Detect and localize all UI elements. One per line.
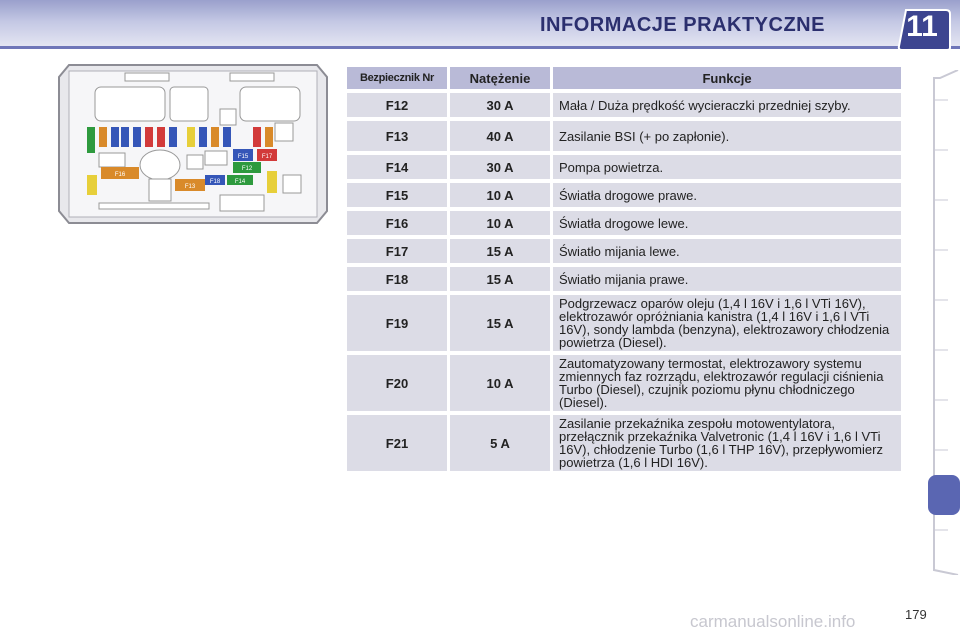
col-amperage: Natężenie bbox=[450, 67, 550, 89]
table-row bbox=[347, 121, 901, 151]
fuse-id: F15 bbox=[347, 183, 447, 207]
fuse-box-diagram bbox=[55, 63, 330, 225]
watermark: carmanualsonline.info bbox=[690, 612, 856, 631]
fuse-label-f12: F12 bbox=[241, 166, 253, 172]
table-row bbox=[347, 267, 901, 291]
fuse-id: F12 bbox=[347, 93, 447, 117]
fuse-function: Mała / Duża prędkość wycieraczki przedniej szyby. bbox=[553, 93, 901, 117]
fuse-amperage: 30 A bbox=[450, 155, 550, 179]
fuse-function: Podgrzewacz oparów oleju (1,4 l 16V i 1,6 l VTi 16V), elektrozawór opróżniania kanistra (1,4 l 16V i 1,6 l VTi 16V), sondy lambda (benzyna), elektrozawory chłodzenia powietrza (Diesel). bbox=[553, 295, 901, 351]
fuse-id: F17 bbox=[347, 239, 447, 263]
fuse-function: Światło mijania prawe. bbox=[553, 267, 901, 291]
fuse-id: F21 bbox=[347, 415, 447, 471]
col-fuse-number: Bezpiecznik Nr bbox=[347, 67, 447, 89]
fuse-table bbox=[344, 63, 904, 475]
table-row bbox=[347, 355, 901, 411]
fuse-amperage: 15 A bbox=[450, 267, 550, 291]
fuse-label-f15: F15 bbox=[237, 154, 249, 160]
chapter-number: 11 bbox=[906, 10, 938, 43]
fuse-label-f18: F18 bbox=[209, 179, 221, 185]
table-row bbox=[347, 183, 901, 207]
fuse-amperage: 10 A bbox=[450, 211, 550, 235]
fuse-amperage: 10 A bbox=[450, 183, 550, 207]
fuse-function: Zautomatyzowany termostat, elektrozawory systemu zmiennych faz rozrządu, elektrozawór regulacji ciśnienia Turbo (Diesel), czujnik poziomu płynu chłodniczego (Diesel). bbox=[553, 355, 901, 411]
fuse-id: F16 bbox=[347, 211, 447, 235]
fuse-amperage: 15 A bbox=[450, 239, 550, 263]
fuse-amperage: 15 A bbox=[450, 295, 550, 351]
fuse-amperage: 30 A bbox=[450, 93, 550, 117]
fuse-id: F13 bbox=[347, 121, 447, 151]
fuse-label-f17: F17 bbox=[261, 154, 273, 160]
fuse-amperage: 5 A bbox=[450, 415, 550, 471]
fuse-id: F14 bbox=[347, 155, 447, 179]
fuse-function: Światła drogowe prawe. bbox=[553, 183, 901, 207]
table-row bbox=[347, 155, 901, 179]
fuse-id: F18 bbox=[347, 267, 447, 291]
table-header-row bbox=[347, 67, 901, 89]
page-number: 179 bbox=[905, 607, 927, 622]
chapter-title: INFORMACJE PRAKTYCZNE bbox=[540, 14, 825, 36]
fuse-id: F20 bbox=[347, 355, 447, 411]
table-row bbox=[347, 239, 901, 263]
col-functions: Funkcje bbox=[553, 67, 901, 89]
fuse-id: F19 bbox=[347, 295, 447, 351]
table-row bbox=[347, 415, 901, 471]
fuse-amperage: 40 A bbox=[450, 121, 550, 151]
fuse-label-f13: F13 bbox=[184, 184, 196, 190]
fuse-amperage: 10 A bbox=[450, 355, 550, 411]
side-thumb-index bbox=[928, 70, 960, 575]
fuse-function: Zasilanie BSI (+ po zapłonie). bbox=[553, 121, 901, 151]
table-row bbox=[347, 295, 901, 351]
fuse-function: Pompa powietrza. bbox=[553, 155, 901, 179]
table-row bbox=[347, 211, 901, 235]
fuse-function: Światła drogowe lewe. bbox=[553, 211, 901, 235]
fuse-label-f16: F16 bbox=[114, 172, 126, 178]
header-rule bbox=[0, 46, 960, 49]
fuse-label-f14: F14 bbox=[234, 179, 246, 185]
table-row bbox=[347, 93, 901, 117]
fuse-function: Światło mijania lewe. bbox=[553, 239, 901, 263]
fuse-function: Zasilanie przekaźnika zespołu motowentylatora, przełącznik przekaźnika Valvetronic (1,4 l 16V i 1,6 l VTi 16V), chłodzenie Turbo (1,6 l THP 16V), przepływomierz powietrza (1,6 l HDI 16V). bbox=[553, 415, 901, 471]
